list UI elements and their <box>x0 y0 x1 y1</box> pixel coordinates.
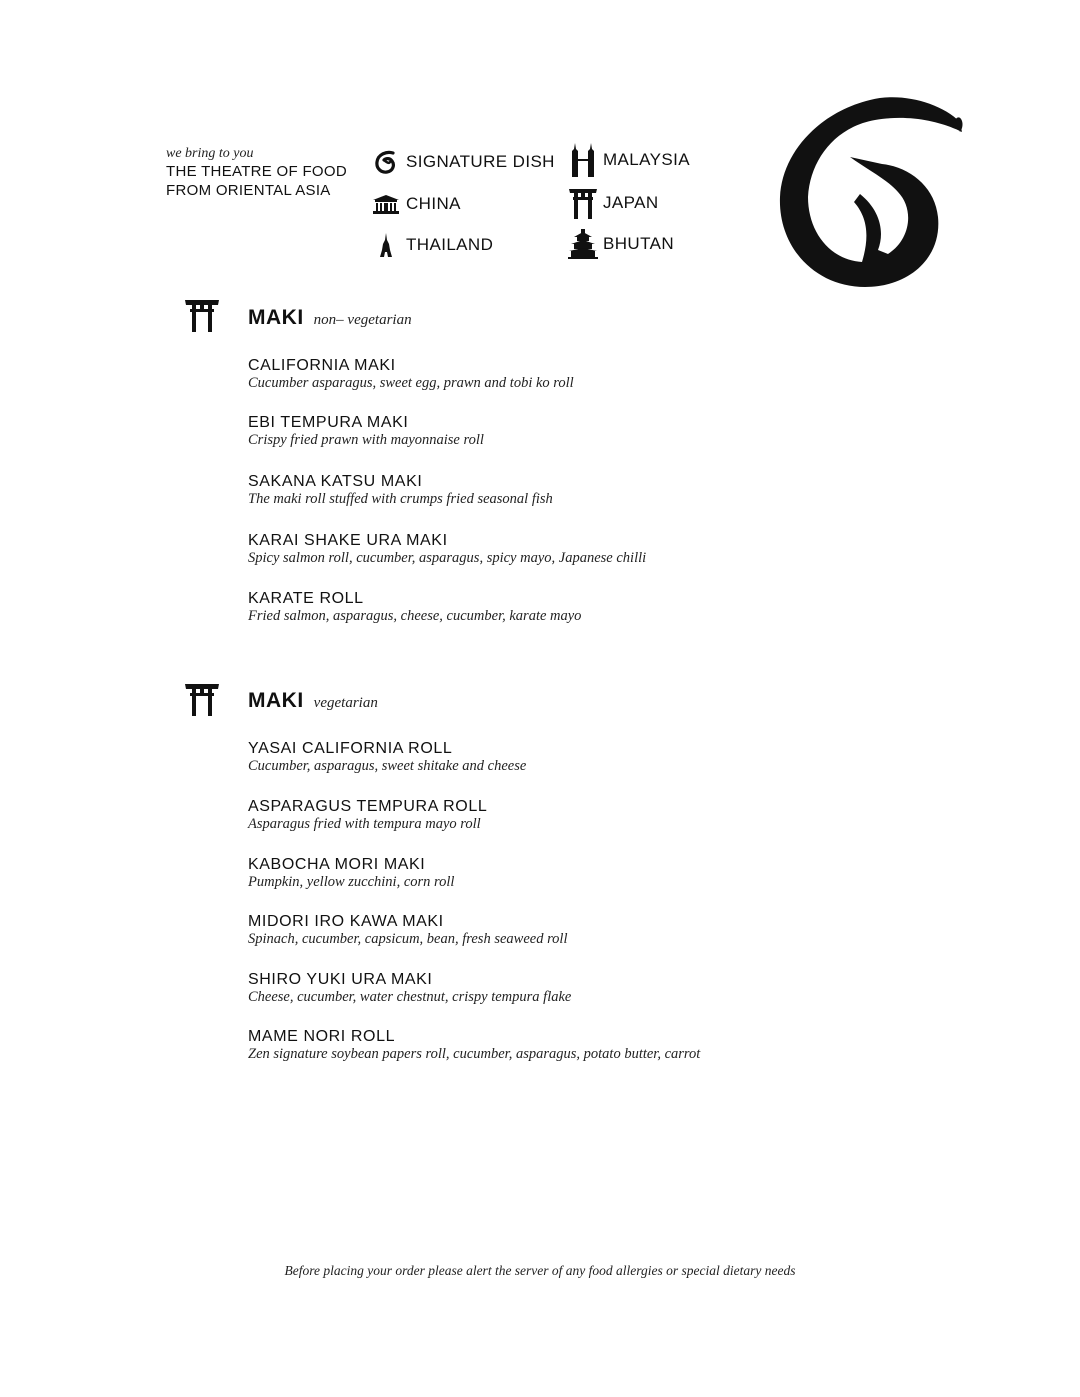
menu-item <box>248 798 888 833</box>
menu-item-description: The maki roll stuffed with crumps fried seasonal fish <box>248 491 553 507</box>
intro-block <box>166 146 347 200</box>
chinese-building-icon <box>370 190 402 218</box>
menu-item <box>248 357 888 392</box>
menu-item <box>248 590 888 625</box>
menu-item <box>248 532 888 567</box>
legend-china <box>370 190 461 218</box>
section-header-non-veg <box>248 306 412 330</box>
menu-item <box>248 1028 888 1063</box>
menu-item <box>248 913 888 948</box>
menu-item-name: CALIFORNIA MAKI <box>248 357 396 374</box>
menu-item-description: Spicy salmon roll, cucumber, asparagus, spicy mayo, Japanese chilli <box>248 550 647 566</box>
legend-japan <box>567 189 659 217</box>
menu-item <box>248 856 888 891</box>
menu-item-name: KARATE ROLL <box>248 590 364 607</box>
menu-item-name: YASAI CALIFORNIA ROLL <box>248 740 453 757</box>
menu-item <box>248 473 888 508</box>
section-header-veg <box>248 689 378 713</box>
menu-item <box>248 740 888 775</box>
menu-item-description: Fried salmon, asparagus, cheese, cucumber, karate mayo <box>248 608 582 624</box>
menu-item-description: Cucumber asparagus, sweet egg, prawn and tobi ko roll <box>248 375 574 391</box>
torii-gate-icon <box>184 682 220 718</box>
twin-towers-icon <box>567 146 599 174</box>
menu-item-name: SAKANA KATSU MAKI <box>248 473 423 490</box>
thai-temple-icon <box>370 231 402 259</box>
menu-item-name: EBI TEMPURA MAKI <box>248 414 409 431</box>
legend-label-japan: JAPAN <box>603 193 659 212</box>
legend-label-malaysia: MALAYSIA <box>603 150 690 169</box>
intro-tagline: we bring to you <box>166 146 254 161</box>
menu-item-name: KARAI SHAKE URA MAKI <box>248 532 448 549</box>
menu-item-description: Zen signature soybean papers roll, cucumber, asparagus, potato butter, carrot <box>248 1046 701 1062</box>
intro-line-1: THE THEATRE OF FOOD <box>166 163 347 180</box>
allergy-notice: Before placing your order please alert the server of any food allergies or special dietary needs <box>284 1263 796 1278</box>
menu-item <box>248 414 888 449</box>
legend-label-thailand: THAILAND <box>406 235 494 254</box>
legend-label-china: CHINA <box>406 194 461 213</box>
torii-gate-icon <box>184 298 220 334</box>
menu-item-description: Cucumber, asparagus, sweet shitake and cheese <box>248 758 527 774</box>
menu-item-description: Pumpkin, yellow zucchini, corn roll <box>248 874 455 890</box>
zen-brush-stroke-logo <box>770 82 980 304</box>
signature-swirl-icon <box>370 148 402 176</box>
menu-item-name: KABOCHA MORI MAKI <box>248 856 426 873</box>
section-title: MAKI <box>248 689 304 712</box>
intro-line-2: FROM ORIENTAL ASIA <box>166 182 331 199</box>
menu-item-name: ASPARAGUS TEMPURA ROLL <box>248 798 488 815</box>
menu-item-name: MIDORI IRO KAWA MAKI <box>248 913 444 930</box>
section-subtitle: non– vegetarian <box>313 312 412 328</box>
menu-item-description: Crispy fried prawn with mayonnaise roll <box>248 432 484 448</box>
legend-label-bhutan: BHUTAN <box>603 234 675 253</box>
section-subtitle: vegetarian <box>313 695 378 711</box>
section-title: MAKI <box>248 306 304 329</box>
legend-thailand <box>370 231 493 259</box>
menu-item <box>248 971 888 1006</box>
legend-malaysia <box>567 146 690 174</box>
menu-item-description: Asparagus fried with tempura mayo roll <box>248 816 481 832</box>
menu-item-description: Cheese, cucumber, water chestnut, crispy tempura flake <box>248 989 572 1005</box>
menu-item-description: Spinach, cucumber, capsicum, bean, fresh seaweed roll <box>248 931 568 947</box>
menu-item-name: SHIRO YUKI URA MAKI <box>248 971 433 988</box>
legend-label-signature: SIGNATURE DISH <box>406 152 555 171</box>
torii-gate-icon <box>567 189 599 217</box>
menu-item-name: MAME NORI ROLL <box>248 1028 396 1045</box>
legend-signature-dish <box>370 148 555 176</box>
bhutan-dzong-icon <box>567 230 599 258</box>
legend-bhutan <box>567 230 674 258</box>
